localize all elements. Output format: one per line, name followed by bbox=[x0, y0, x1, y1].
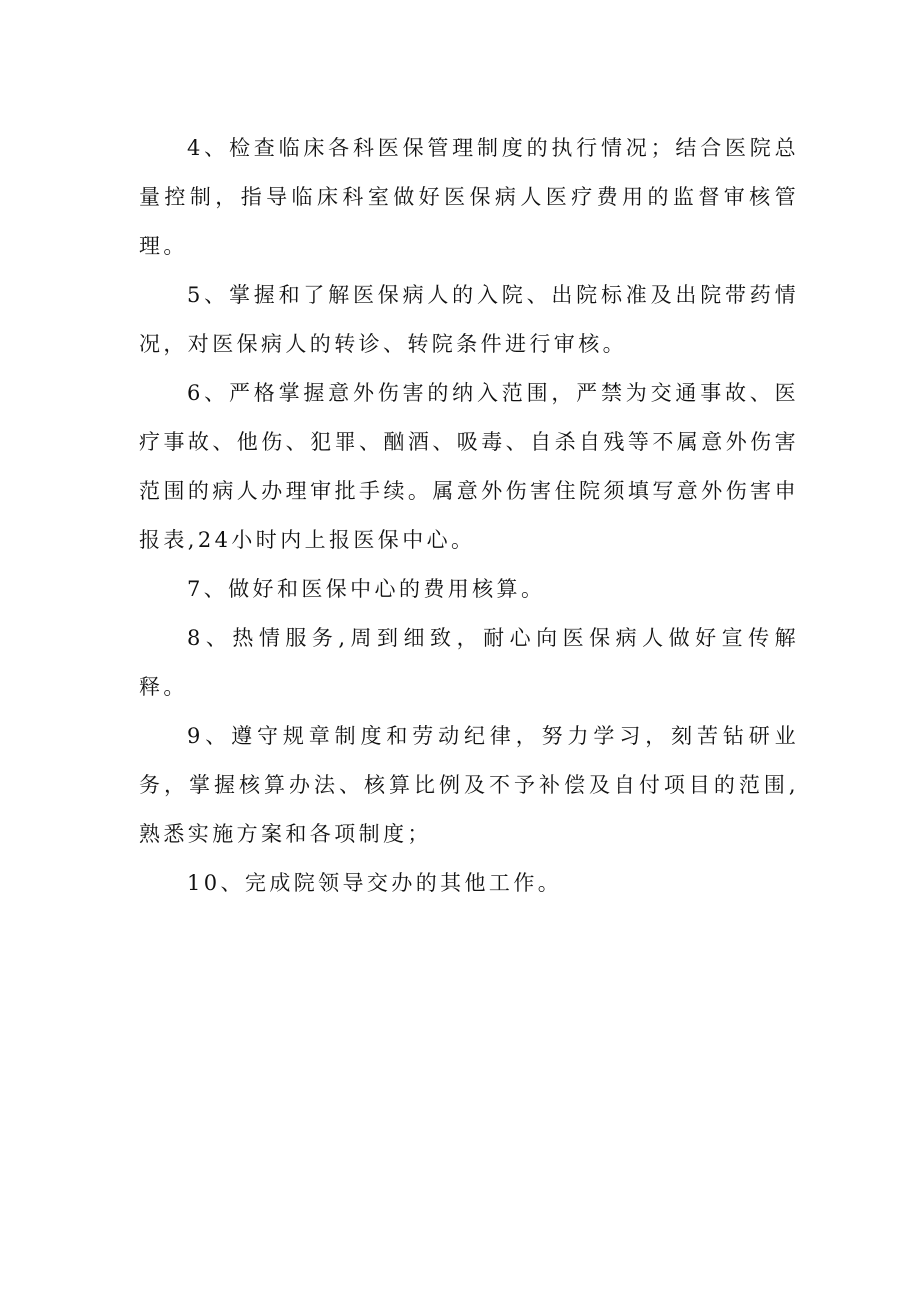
paragraph-item-10: 10、完成院领导交办的其他工作。 bbox=[187, 871, 563, 895]
paragraph-item-9: 9、遵守规章制度和劳动纪律，努力学习，刻苦钻研业务，掌握核算办法、核算比例及不予补偿及自付项目的范围,熟悉实施方案和各项制度； bbox=[139, 724, 799, 846]
paragraph-item-4: 4、检查临床各科医保管理制度的执行情况；结合医院总量控制，指导临床科室做好医保病人医疗费用的监督审核管理。 bbox=[139, 136, 799, 258]
paragraph-item-5: 5、掌握和了解医保病人的入院、出院标准及出院带药情况，对医保病人的转诊、转院条件进行审核。 bbox=[139, 283, 799, 356]
paragraph-item-6: 6、严格掌握意外伤害的纳入范围，严禁为交通事故、医疗事故、他伤、犯罪、酗酒、吸毒、自杀自残等不属意外伤害范围的病人办理审批手续。属意外伤害住院须填写意外伤害申报表,24小时内上报医保中心。 bbox=[139, 381, 799, 552]
paragraph-item-8: 8、热情服务,周到细致，耐心向医保病人做好宣传解释。 bbox=[139, 626, 799, 699]
document-body bbox=[139, 124, 799, 908]
paragraph-item-7: 7、做好和医保中心的费用核算。 bbox=[187, 577, 546, 601]
